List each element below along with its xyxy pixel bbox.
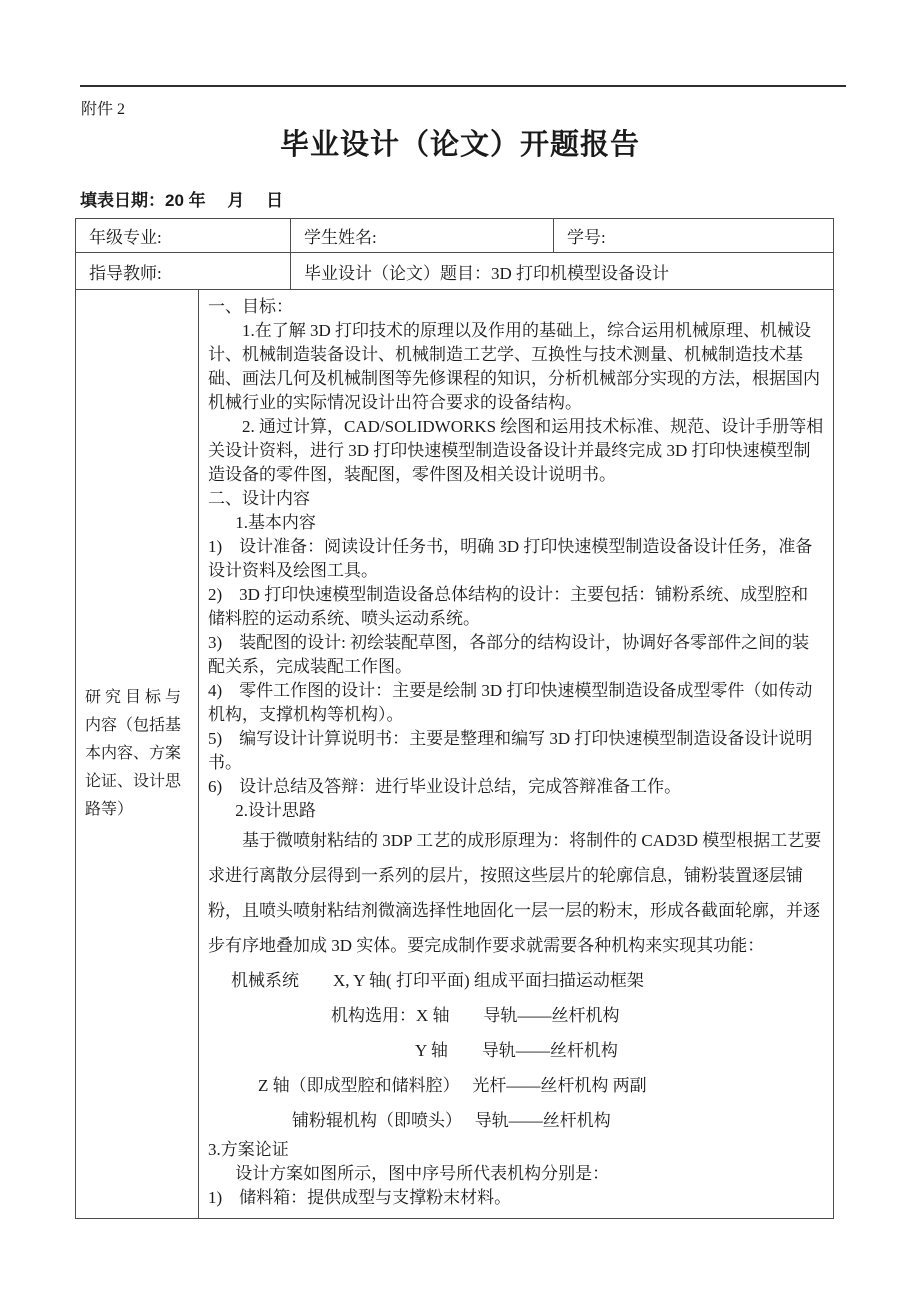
- attachment-label: 附件 2: [81, 101, 126, 118]
- table-row-identity: [76, 219, 833, 253]
- content-line: 1.在了解 3D 打印技术的原理以及作用的基础上，综合运用机械原理、机械设计、机械制造装备设计、机械制造工艺学、互换性与技术测量、机械制造技术基础、画法几何及机械制图等先修课程的知识，分析机械部分实现的方法，根据国内机械行业的实际情况设计出符合要求的设备结构。: [208, 321, 820, 412]
- header-rule: [80, 85, 846, 87]
- content-line: 1.基本内容: [235, 513, 316, 532]
- section-header-cell: [76, 290, 199, 1218]
- table-row-main: [76, 290, 833, 1218]
- content-line: Z 轴（即成型腔和储料腔） 光杆——丝杆机构 两副: [258, 1076, 647, 1095]
- page-title: 毕业设计（论文）开题报告: [279, 129, 640, 161]
- content-line: 6) 设计总结及答辩：进行毕业设计总结，完成答辩准备工作。: [208, 777, 682, 796]
- content-line: 一、目标：: [208, 297, 293, 316]
- section-header-line: 内容（包括基: [85, 717, 182, 734]
- content-line: 二、设计内容: [208, 489, 310, 508]
- content-line: 2.设计思路: [235, 801, 316, 820]
- fill-date-label: 填表日期：20 年 月 日: [80, 191, 284, 210]
- section-header-line: 研 究 目 标 与: [85, 689, 182, 706]
- grade-major-cell: [76, 219, 291, 252]
- table-row-advisor: [76, 253, 833, 290]
- student-name-label: 学生姓名:: [304, 228, 377, 247]
- content-line: 3) 装配图的设计: 初绘装配草图，各部分的结构设计，协调好各零部件之间的装配关系，完成装配工作图。: [208, 633, 810, 676]
- content-cell: [199, 290, 833, 1218]
- section-header-line: 本内容、方案: [85, 745, 182, 762]
- student-id-cell: [554, 219, 833, 252]
- content-line: Y 轴 导轨——丝杆机构: [415, 1041, 618, 1060]
- advisor-label: 指导教师:: [89, 263, 162, 283]
- student-id-label: 学号:: [567, 228, 606, 247]
- content-line: 机械系统 X, Y 轴( 打印平面) 组成平面扫描运动框架: [231, 971, 644, 990]
- content-line: 2) 3D 打印快速模型制造设备总体结构的设计：主要包括：铺粉系统、成型腔和储料腔的运动系统、喷头运动系统。: [208, 585, 809, 628]
- content-line: 铺粉辊机构（即喷头） 导轨——丝杆机构: [292, 1111, 611, 1130]
- section-header-line: 路等）: [85, 801, 134, 818]
- grade-major-label: 年级专业:: [89, 228, 162, 247]
- thesis-topic-cell: [291, 253, 833, 289]
- content-line: 1) 设计准备：阅读设计任务书，明确 3D 打印快速模型制造设备设计任务，准备设计资料及绘图工具。: [208, 537, 813, 580]
- content-line: 机构选用：X 轴 导轨——丝杆机构: [331, 1006, 620, 1025]
- content-line: 3.方案论证: [208, 1140, 289, 1159]
- content-line: 设计方案如图所示，图中序号所代表机构分别是：: [235, 1164, 610, 1183]
- thesis-topic-label: 毕业设计（论文）题目：3D 打印机模型设备设计: [304, 263, 670, 283]
- report-table: [75, 218, 834, 1219]
- content-line: 2. 通过计算，CAD/SOLIDWORKS 绘图和运用技术标准、规范、设计手册等相关设计资料，进行 3D 打印快速模型制造设备设计并最终完成 3D 打印快速模型制造设备的零件图，装配图，零件图及相关设计说明书。: [208, 417, 824, 484]
- content-line: 基于微喷射粘结的 3DP 工艺的成形原理为：将制件的 CAD3D 模型根据工艺要求进行离散分层得到一系列的层片，按照这些层片的轮廓信息，铺粉装置逐层铺粉，且喷头喷射粘结剂微滴选择性地固化一层一层的粉末，形成各截面轮廓，并逐步有序地叠加成 3D 实体。要完成制作要求就需要各种机构来实现其功能：: [208, 831, 822, 955]
- content-line: 4) 零件工作图的设计：主要是绘制 3D 打印快速模型制造设备成型零件（如传动机构，支撑机构等机构）。: [208, 681, 813, 724]
- section-header-line: 论证、设计思: [85, 773, 182, 790]
- content-line: 1) 储料箱：提供成型与支撑粉末材料。: [208, 1188, 512, 1207]
- advisor-cell: [76, 253, 291, 289]
- student-name-cell: [291, 219, 554, 252]
- content-line: 5) 编写设计计算说明书：主要是整理和编写 3D 打印快速模型制造设备设计说明书。: [208, 729, 813, 772]
